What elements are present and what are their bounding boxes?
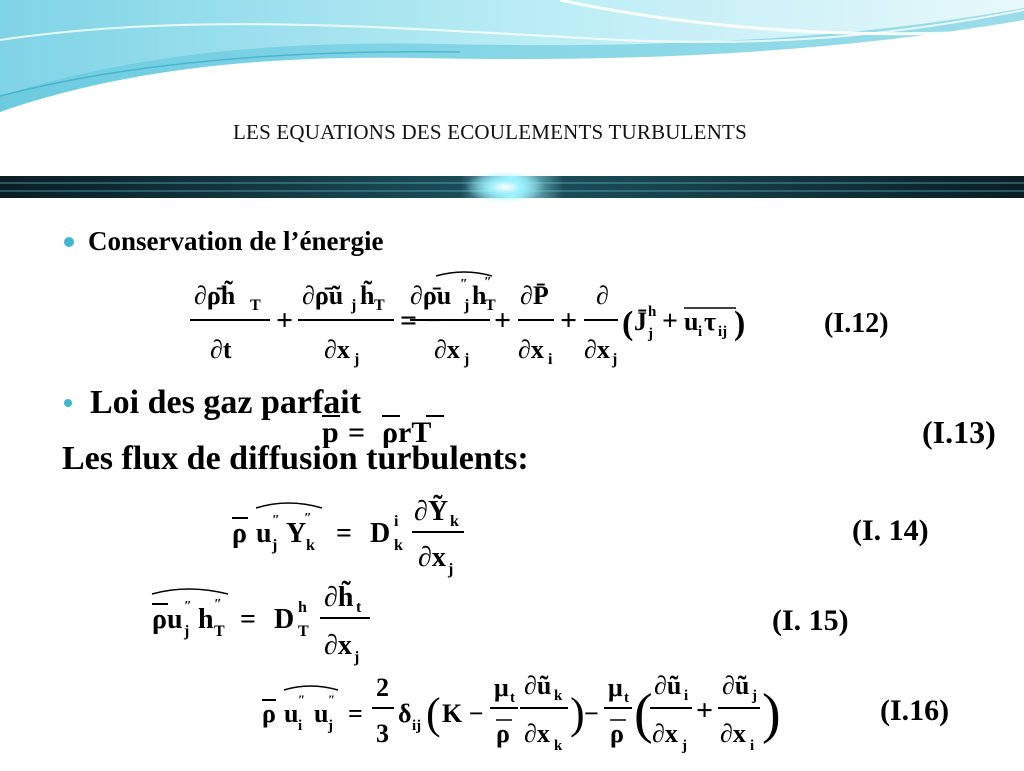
- svg-text:D: D: [370, 518, 391, 549]
- svg-text:″: ″: [328, 692, 336, 707]
- svg-text:j: j: [448, 561, 454, 578]
- svg-text:i: i: [394, 513, 399, 530]
- svg-text:): ): [570, 689, 585, 738]
- svg-text:δ: δ: [398, 699, 412, 728]
- svg-text:(: (: [634, 683, 653, 745]
- svg-text:j: j: [354, 649, 360, 666]
- bullet-dot-icon: [64, 399, 72, 407]
- svg-text:∂h̃: ∂h̃: [324, 582, 354, 613]
- equation-label-i14: (I. 14): [852, 514, 929, 547]
- svg-text:∂x: ∂x: [720, 719, 746, 748]
- svg-text:+: +: [494, 304, 512, 337]
- svg-text:i: i: [750, 738, 755, 754]
- svg-text:∂: ∂: [596, 281, 609, 310]
- svg-text:3: 3: [376, 719, 389, 748]
- svg-text:j: j: [648, 326, 653, 342]
- svg-text:T: T: [250, 297, 261, 314]
- svg-text:ρ: ρ: [262, 699, 276, 728]
- svg-text:T: T: [298, 623, 309, 640]
- svg-text:j: j: [272, 537, 278, 554]
- svg-text:″: ″: [460, 277, 468, 292]
- svg-text:k: k: [394, 537, 403, 554]
- svg-text:u: u: [284, 699, 299, 728]
- svg-text:″: ″: [184, 599, 192, 614]
- svg-text:u: u: [256, 518, 272, 549]
- svg-text:i: i: [684, 688, 689, 704]
- svg-text:): ): [734, 305, 746, 342]
- svg-text:∂x: ∂x: [434, 335, 460, 364]
- bullet-label: Loi des gaz parfait: [90, 384, 362, 421]
- svg-text:p: p: [322, 416, 339, 448]
- svg-text:t: t: [624, 690, 629, 706]
- svg-text:ρ: ρ: [232, 518, 247, 549]
- svg-text:∂ũ: ∂ũ: [722, 671, 750, 700]
- svg-text:″: ″: [272, 513, 280, 528]
- svg-text:ρrT: ρrT: [382, 416, 432, 448]
- svg-text:k: k: [450, 513, 459, 530]
- svg-text:j: j: [464, 351, 470, 368]
- svg-text:″: ″: [304, 511, 312, 526]
- svg-text:j: j: [351, 297, 357, 314]
- svg-text:ρ: ρ: [496, 719, 510, 748]
- svg-text:″: ″: [214, 597, 222, 612]
- svg-text:t: t: [510, 690, 515, 706]
- svg-text:k: k: [554, 738, 563, 754]
- header-decoration: [0, 0, 1024, 210]
- svg-text:h̃: h̃: [360, 281, 375, 310]
- svg-text:ρ: ρ: [610, 719, 624, 748]
- svg-text:∂t: ∂t: [210, 335, 232, 364]
- svg-text:∂x: ∂x: [524, 719, 550, 748]
- svg-text:+: +: [696, 694, 714, 727]
- svg-text:Y: Y: [286, 518, 307, 549]
- svg-text:J̄: J̄: [634, 307, 647, 336]
- svg-text:= −: = −: [400, 304, 442, 337]
- svg-text:D: D: [274, 604, 295, 635]
- svg-text:u: u: [314, 699, 329, 728]
- equation-energy: [188, 268, 768, 383]
- svg-text:K −: K −: [442, 699, 484, 728]
- svg-text:∂ρ̄u: ∂ρ̄u: [410, 281, 452, 310]
- svg-text:∂x: ∂x: [584, 335, 610, 364]
- svg-text:=: =: [240, 604, 256, 635]
- svg-text:∂x: ∂x: [324, 335, 350, 364]
- svg-text:(: (: [622, 305, 634, 342]
- svg-text:=: =: [348, 416, 366, 448]
- equation-label-i16: (I.16): [880, 694, 950, 727]
- equation-reynolds-stress: [258, 654, 788, 771]
- svg-text:ij: ij: [718, 324, 728, 340]
- bullet-ideal-gas-law: [64, 384, 361, 422]
- svg-text:k: k: [306, 537, 315, 554]
- svg-text:∂ũ: ∂ũ: [654, 671, 682, 700]
- equation-label-i15: (I. 15): [772, 604, 849, 637]
- bullet-energy-conservation: [64, 226, 383, 257]
- svg-text:∂ρ̄h̃: ∂ρ̄h̃: [194, 281, 236, 310]
- svg-text:∂x: ∂x: [518, 335, 544, 364]
- svg-text:j: j: [682, 738, 687, 754]
- svg-text:∂ũ: ∂ũ: [524, 671, 552, 700]
- svg-text:+: +: [662, 306, 678, 337]
- svg-text:∂x: ∂x: [652, 719, 678, 748]
- svg-text:j: j: [354, 351, 360, 368]
- svg-text:∂x: ∂x: [324, 630, 352, 661]
- section-heading-turbulent-flux: Les flux de diffusion turbulents:: [62, 440, 529, 477]
- svg-text:i: i: [298, 718, 303, 734]
- svg-text:h: h: [198, 604, 214, 635]
- bullet-label: Conservation de l’énergie: [88, 226, 384, 256]
- svg-text:j: j: [184, 623, 190, 640]
- svg-text:T: T: [485, 297, 496, 314]
- svg-text:∂P̄: ∂P̄: [520, 281, 549, 310]
- svg-text:h: h: [298, 599, 307, 616]
- svg-text:i: i: [548, 351, 553, 368]
- svg-text:j: j: [752, 688, 757, 704]
- equation-label-i13: (I.13): [922, 414, 996, 450]
- svg-text:h: h: [472, 281, 487, 310]
- svg-text:μ: μ: [608, 673, 623, 702]
- svg-text:j: j: [328, 718, 333, 734]
- svg-text:t: t: [356, 599, 362, 616]
- svg-text:=: =: [336, 518, 352, 549]
- svg-text:+: +: [560, 304, 578, 337]
- equation-reynolds-stress-graphic: [258, 654, 788, 766]
- svg-text:T: T: [214, 623, 225, 640]
- svg-text:ij: ij: [412, 718, 422, 734]
- page-title: LES EQUATIONS DES ECOULEMENTS TURBULENTS: [233, 120, 747, 144]
- svg-text:∂Ỹ: ∂Ỹ: [414, 496, 449, 527]
- svg-text:u: u: [684, 307, 699, 336]
- svg-text:(: (: [426, 689, 441, 738]
- svg-text:=: =: [348, 699, 363, 728]
- svg-text:): ): [762, 683, 781, 745]
- svg-text:∂x: ∂x: [418, 542, 446, 573]
- svg-text:i: i: [698, 324, 703, 340]
- bullet-dot-icon: [64, 237, 74, 247]
- svg-text:ρu: ρu: [152, 604, 183, 635]
- svg-text:″: ″: [298, 692, 306, 707]
- equation-energy-graphic: [188, 268, 768, 378]
- equation-label-i12: (I.12): [824, 308, 889, 339]
- svg-text:+: +: [276, 304, 294, 337]
- svg-text:−: −: [584, 699, 599, 728]
- svg-text:h: h: [648, 304, 657, 320]
- svg-text:″: ″: [484, 275, 492, 290]
- svg-text:2: 2: [376, 673, 389, 702]
- svg-text:k: k: [554, 688, 563, 704]
- svg-text:μ: μ: [494, 673, 509, 702]
- svg-text:j: j: [612, 351, 618, 368]
- svg-text:τ: τ: [704, 307, 716, 336]
- svg-text:j: j: [464, 297, 470, 314]
- svg-text:T: T: [374, 297, 385, 314]
- svg-text:∂ρ̄ũ: ∂ρ̄ũ: [302, 281, 344, 310]
- equation-flux-species-graphic: [228, 480, 488, 580]
